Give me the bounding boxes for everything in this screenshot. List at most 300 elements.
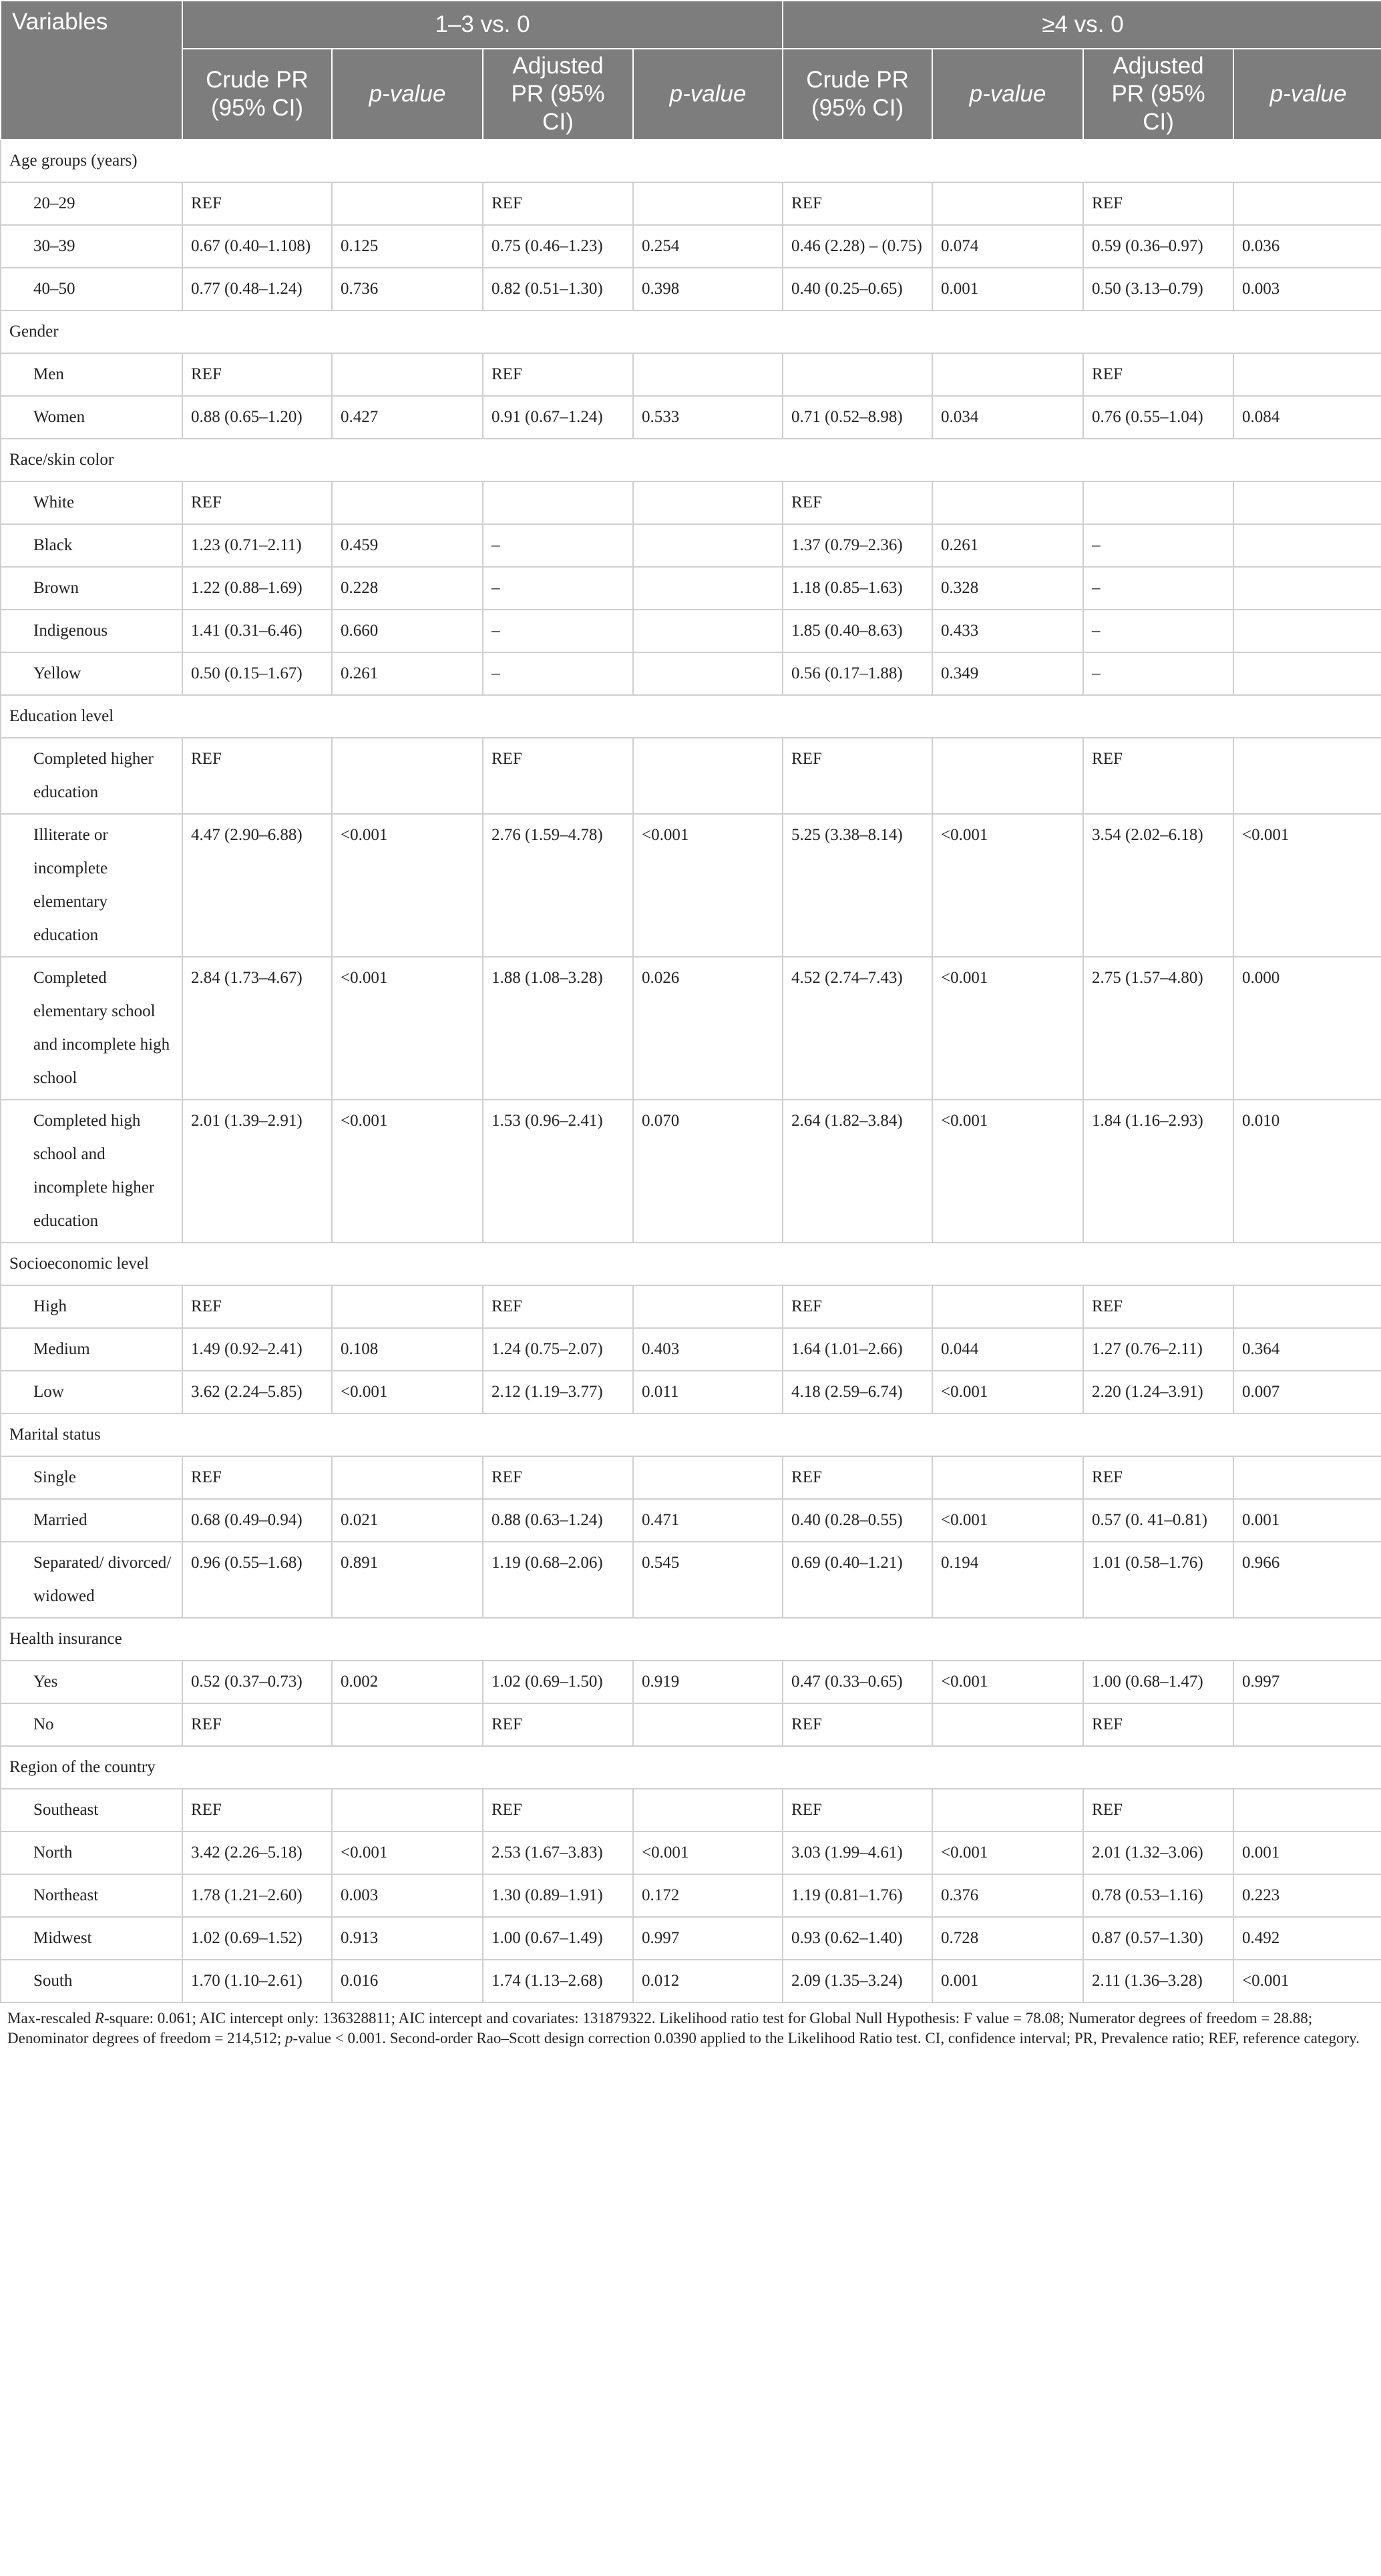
table-cell: 1.19 (0.68–2.06) [483, 1542, 633, 1618]
table-cell: 0.427 [332, 396, 483, 439]
row-label: Black [1, 524, 182, 567]
table-cell [332, 1285, 483, 1328]
table-cell [332, 738, 483, 814]
table-cell: 3.54 (2.02–6.18) [1083, 814, 1233, 957]
section-title: Gender [1, 310, 1381, 353]
table-cell: 0.000 [1233, 957, 1381, 1100]
row-label: 40–50 [1, 268, 182, 310]
table-cell: <0.001 [932, 1832, 1083, 1874]
table-cell [1233, 481, 1381, 524]
table-cell: 5.25 (3.38–8.14) [783, 814, 932, 957]
row-label: Southeast [1, 1789, 182, 1832]
table-row [1, 738, 1381, 814]
table-cell [932, 738, 1083, 814]
table-cell: 1.00 (0.68–1.47) [1083, 1661, 1233, 1703]
table-cell: 0.56 (0.17–1.88) [783, 652, 932, 695]
row-label: Separated/ divorced/ widowed [1, 1542, 182, 1618]
row-label: South [1, 1960, 182, 2002]
table-cell: 0.010 [1233, 1100, 1381, 1243]
section-header-row [1, 1618, 1381, 1661]
table-cell: 1.02 (0.69–1.52) [182, 1917, 332, 1960]
table-cell: – [483, 652, 633, 695]
row-label: Midwest [1, 1917, 182, 1960]
table-cell [932, 1456, 1083, 1499]
table-cell: 0.57 (0. 41–0.81) [1083, 1499, 1233, 1542]
section-title: Socioeconomic level [1, 1243, 1381, 1285]
table-cell: 0.40 (0.28–0.55) [783, 1499, 932, 1542]
table-cell: 0.002 [332, 1661, 483, 1703]
row-label: Men [1, 353, 182, 396]
table-cell: 0.46 (2.28) – (0.75) [783, 225, 932, 268]
table-cell: 0.108 [332, 1328, 483, 1371]
table-cell: 1.02 (0.69–1.50) [483, 1661, 633, 1703]
row-label: Completed high school and incomplete higher education [1, 1100, 182, 1243]
table-row [1, 610, 1381, 652]
table-cell: REF [483, 353, 633, 396]
table-cell: 1.85 (0.40–8.63) [783, 610, 932, 652]
table-cell: 2.01 (1.32–3.06) [1083, 1832, 1233, 1874]
table-cell: REF [783, 1456, 932, 1499]
table-cell: REF [483, 1703, 633, 1746]
row-label: Northeast [1, 1874, 182, 1917]
table-cell: – [483, 610, 633, 652]
table-cell [1233, 353, 1381, 396]
table-cell [1233, 738, 1381, 814]
table-cell: REF [783, 182, 932, 225]
table-cell: REF [182, 1285, 332, 1328]
table-cell: 0.997 [633, 1917, 783, 1960]
table-cell: 0.68 (0.49–0.94) [182, 1499, 332, 1542]
row-label: Completed higher education [1, 738, 182, 814]
table-cell: – [1083, 652, 1233, 695]
table-cell: 4.52 (2.74–7.43) [783, 957, 932, 1100]
table-row [1, 353, 1381, 396]
table-cell: 0.328 [932, 567, 1083, 610]
table-cell: 0.88 (0.65–1.20) [182, 396, 332, 439]
table-cell: 0.533 [633, 396, 783, 439]
table-cell [1233, 652, 1381, 695]
table-cell: <0.001 [932, 814, 1083, 957]
table-cell: 0.228 [332, 567, 483, 610]
header-group-4plus: ≥4 vs. 0 [783, 1, 1381, 49]
table-cell: 0.125 [332, 225, 483, 268]
table-cell: 1.01 (0.58–1.76) [1083, 1542, 1233, 1618]
table-cell: 0.016 [332, 1960, 483, 2002]
table-cell: 1.30 (0.89–1.91) [483, 1874, 633, 1917]
section-title: Region of the country [1, 1746, 1381, 1789]
table-cell: REF [783, 481, 932, 524]
table-cell [633, 738, 783, 814]
table-cell: 1.22 (0.88–1.69) [182, 567, 332, 610]
table-cell: REF [182, 1703, 332, 1746]
table-cell: 0.001 [1233, 1832, 1381, 1874]
table-cell: REF [483, 738, 633, 814]
table-cell: REF [483, 182, 633, 225]
row-label: North [1, 1832, 182, 1874]
table-cell: 0.93 (0.62–1.40) [783, 1917, 932, 1960]
section-title: Health insurance [1, 1618, 1381, 1661]
table-row [1, 1874, 1381, 1917]
table-cell: REF [1083, 738, 1233, 814]
table-cell [332, 353, 483, 396]
table-cell: 0.67 (0.40–1.108) [182, 225, 332, 268]
table-cell: 4.18 (2.59–6.74) [783, 1371, 932, 1414]
table-cell [332, 1456, 483, 1499]
table-cell: REF [182, 481, 332, 524]
table-cell [633, 567, 783, 610]
table-cell: 0.003 [1233, 268, 1381, 310]
table-cell: 1.37 (0.79–2.36) [783, 524, 932, 567]
table-cell [1233, 1456, 1381, 1499]
section-title: Education level [1, 695, 1381, 738]
table-cell: 0.96 (0.55–1.68) [182, 1542, 332, 1618]
table-cell [332, 1789, 483, 1832]
table-cell: REF [483, 1285, 633, 1328]
table-cell: 2.09 (1.35–3.24) [783, 1960, 932, 2002]
table-cell: 0.78 (0.53–1.16) [1083, 1874, 1233, 1917]
table-cell: 2.11 (1.36–3.28) [1083, 1960, 1233, 2002]
table-row [1, 182, 1381, 225]
table-cell: 1.78 (1.21–2.60) [182, 1874, 332, 1917]
table-cell: 0.471 [633, 1499, 783, 1542]
table-row [1, 1542, 1381, 1618]
table-cell: <0.001 [633, 1832, 783, 1874]
table-cell: 1.53 (0.96–2.41) [483, 1100, 633, 1243]
table-cell: 0.011 [633, 1371, 783, 1414]
table-cell: 2.75 (1.57–4.80) [1083, 957, 1233, 1100]
row-label: Illiterate or incomplete elementary education [1, 814, 182, 957]
table-cell: REF [182, 1789, 332, 1832]
table-cell: 0.919 [633, 1661, 783, 1703]
section-header-row [1, 310, 1381, 353]
table-cell: 0.398 [633, 268, 783, 310]
table-cell: 0.77 (0.48–1.24) [182, 268, 332, 310]
table-cell: 0.261 [332, 652, 483, 695]
table-cell: 0.75 (0.46–1.23) [483, 225, 633, 268]
row-label: Married [1, 1499, 182, 1542]
table-cell: 2.20 (1.24–3.91) [1083, 1371, 1233, 1414]
table-cell: REF [783, 1703, 932, 1746]
table-cell: 0.074 [932, 225, 1083, 268]
row-label: 30–39 [1, 225, 182, 268]
table-row [1, 567, 1381, 610]
table-footer [1, 2002, 1381, 2054]
table-cell: 0.001 [932, 268, 1083, 310]
table-cell: 0.728 [932, 1917, 1083, 1960]
table-cell [1233, 182, 1381, 225]
table-cell: 0.364 [1233, 1328, 1381, 1371]
table-row [1, 1960, 1381, 2002]
table-cell [932, 1703, 1083, 1746]
table-cell: REF [1083, 1456, 1233, 1499]
table-cell: 1.23 (0.71–2.11) [182, 524, 332, 567]
table-cell: 0.036 [1233, 225, 1381, 268]
table-cell [1233, 524, 1381, 567]
table-row [1, 1371, 1381, 1414]
table-cell: 4.47 (2.90–6.88) [182, 814, 332, 957]
table-cell: <0.001 [932, 957, 1083, 1100]
section-title: Age groups (years) [1, 140, 1381, 182]
table-header [1, 1, 1381, 140]
table-cell [332, 182, 483, 225]
table-cell [633, 182, 783, 225]
table-cell: 0.084 [1233, 396, 1381, 439]
table-cell [932, 481, 1083, 524]
table-cell: 0.59 (0.36–0.97) [1083, 225, 1233, 268]
table-cell: 2.64 (1.82–3.84) [783, 1100, 932, 1243]
table-row [1, 225, 1381, 268]
table-cell: REF [783, 1789, 932, 1832]
section-header-row [1, 439, 1381, 481]
table-cell: 0.254 [633, 225, 783, 268]
table-row [1, 1285, 1381, 1328]
table-cell: <0.001 [332, 1371, 483, 1414]
row-label: Completed elementary school and incomplete high school [1, 957, 182, 1100]
table-cell: 1.64 (1.01–2.66) [783, 1328, 932, 1371]
row-label: Women [1, 396, 182, 439]
table-cell: 2.12 (1.19–3.77) [483, 1371, 633, 1414]
table-cell: 0.459 [332, 524, 483, 567]
table-cell: 0.021 [332, 1499, 483, 1542]
header-p-value: p-value [332, 49, 483, 140]
table-cell: 0.007 [1233, 1371, 1381, 1414]
table-cell: 0.76 (0.55–1.04) [1083, 396, 1233, 439]
table-cell: REF [783, 1285, 932, 1328]
header-p-value: p-value [633, 49, 783, 140]
table-cell: REF [1083, 1703, 1233, 1746]
header-crude-pr: Crude PR (95% CI) [783, 49, 932, 140]
table-cell: 0.545 [633, 1542, 783, 1618]
table-cell: 0.376 [932, 1874, 1083, 1917]
table-row [1, 957, 1381, 1100]
table-cell: <0.001 [932, 1661, 1083, 1703]
table-cell [633, 610, 783, 652]
table-row [1, 1917, 1381, 1960]
table-cell: 0.52 (0.37–0.73) [182, 1661, 332, 1703]
table-cell [1233, 1703, 1381, 1746]
table-cell: REF [783, 738, 932, 814]
table-cell: 1.24 (0.75–2.07) [483, 1328, 633, 1371]
table-cell: REF [483, 1789, 633, 1832]
table-row [1, 814, 1381, 957]
table-cell: REF [1083, 182, 1233, 225]
row-label: Low [1, 1371, 182, 1414]
table-cell: <0.001 [332, 1832, 483, 1874]
table-cell: <0.001 [932, 1100, 1083, 1243]
table-cell [633, 1285, 783, 1328]
table-cell: <0.001 [932, 1371, 1083, 1414]
table-row [1, 1832, 1381, 1874]
table-cell [1233, 1285, 1381, 1328]
table-cell: 2.01 (1.39–2.91) [182, 1100, 332, 1243]
row-label: Yellow [1, 652, 182, 695]
table-cell: 0.88 (0.63–1.24) [483, 1499, 633, 1542]
table-cell: 0.026 [633, 957, 783, 1100]
table-cell: REF [1083, 353, 1233, 396]
table-cell: 0.433 [932, 610, 1083, 652]
table-cell: 1.41 (0.31–6.46) [182, 610, 332, 652]
table-cell [932, 1285, 1083, 1328]
table-cell: REF [182, 1456, 332, 1499]
row-label: High [1, 1285, 182, 1328]
table-row [1, 268, 1381, 310]
table-cell [932, 182, 1083, 225]
header-p-value: p-value [932, 49, 1083, 140]
section-header-row [1, 1243, 1381, 1285]
table-cell: – [483, 567, 633, 610]
row-label: No [1, 1703, 182, 1746]
table-cell: 3.03 (1.99–4.61) [783, 1832, 932, 1874]
table-cell: 0.194 [932, 1542, 1083, 1618]
table-row [1, 396, 1381, 439]
table-cell: 3.62 (2.24–5.85) [182, 1371, 332, 1414]
table-cell [932, 1789, 1083, 1832]
header-group-1-3: 1–3 vs. 0 [182, 1, 783, 49]
table-cell: 1.74 (1.13–2.68) [483, 1960, 633, 2002]
table-cell: <0.001 [332, 814, 483, 957]
table-cell [633, 481, 783, 524]
table-cell [633, 1789, 783, 1832]
table-cell [332, 481, 483, 524]
header-adjusted-pr: Adjusted PR (95% CI) [1083, 49, 1233, 140]
section-title: Marital status [1, 1414, 1381, 1456]
table-cell: <0.001 [633, 814, 783, 957]
table-cell: 0.997 [1233, 1661, 1381, 1703]
table-row [1, 481, 1381, 524]
table-cell: REF [1083, 1789, 1233, 1832]
table-cell: REF [182, 353, 332, 396]
table-cell [633, 524, 783, 567]
table-cell: – [1083, 524, 1233, 567]
table-cell: 3.42 (2.26–5.18) [182, 1832, 332, 1874]
table-cell: 0.736 [332, 268, 483, 310]
header-variables: Variables [1, 1, 182, 140]
section-header-row [1, 1746, 1381, 1789]
table-cell: REF [182, 182, 332, 225]
table-cell: 0.012 [633, 1960, 783, 2002]
table-cell: 0.044 [932, 1328, 1083, 1371]
table-cell [633, 652, 783, 695]
table-cell: <0.001 [932, 1499, 1083, 1542]
table-cell [633, 353, 783, 396]
table-cell: 0.660 [332, 610, 483, 652]
table-footnote: Max-rescaled R-square: 0.061; AIC intercept only: 136328811; AIC intercept and covariates: 131879322. Likelihood ratio test for Global Null Hypothesis: F value = 78.08; Numerator degrees of freedom = 28.88; Denominator degrees of freedom = 214,512; p-value < 0.001. Second-order Rao–Scott design correction 0.0390 applied to the Likelihood Ratio test. CI, confidence interval; PR, Prevalence ratio; REF, reference category. [7, 2010, 1360, 2047]
table-cell: <0.001 [332, 1100, 483, 1243]
table-cell: REF [182, 738, 332, 814]
table-row [1, 652, 1381, 695]
table-row [1, 1499, 1381, 1542]
row-label: Medium [1, 1328, 182, 1371]
table-cell: REF [1083, 1285, 1233, 1328]
table-cell: <0.001 [332, 957, 483, 1100]
table-cell [483, 481, 633, 524]
table-cell [1233, 1789, 1381, 1832]
table-cell: 1.19 (0.81–1.76) [783, 1874, 932, 1917]
table-cell: 1.70 (1.10–2.61) [182, 1960, 332, 2002]
table-cell: 0.71 (0.52–8.98) [783, 396, 932, 439]
table-cell: 2.84 (1.73–4.67) [182, 957, 332, 1100]
table-cell: 0.492 [1233, 1917, 1381, 1960]
table-cell: 0.891 [332, 1542, 483, 1618]
table-cell: 0.966 [1233, 1542, 1381, 1618]
table-row [1, 1100, 1381, 1243]
row-label: Single [1, 1456, 182, 1499]
table-cell [932, 353, 1083, 396]
table-cell [633, 1703, 783, 1746]
table-cell: 1.18 (0.85–1.63) [783, 567, 932, 610]
row-label: Yes [1, 1661, 182, 1703]
section-header-row [1, 140, 1381, 182]
table-cell: <0.001 [1233, 814, 1381, 957]
table-cell: 0.403 [633, 1328, 783, 1371]
row-label: Indigenous [1, 610, 182, 652]
table-cell: 2.53 (1.67–3.83) [483, 1832, 633, 1874]
table-cell: 0.913 [332, 1917, 483, 1960]
table-cell: <0.001 [1233, 1960, 1381, 2002]
table-row [1, 1456, 1381, 1499]
table-cell [1233, 610, 1381, 652]
table-cell: 0.003 [332, 1874, 483, 1917]
table-row [1, 1703, 1381, 1746]
table-cell: 0.47 (0.33–0.65) [783, 1661, 932, 1703]
table-cell: – [483, 524, 633, 567]
table-cell: 2.76 (1.59–4.78) [483, 814, 633, 957]
table-cell: REF [483, 1456, 633, 1499]
table-cell: 1.49 (0.92–2.41) [182, 1328, 332, 1371]
table-cell: 0.82 (0.51–1.30) [483, 268, 633, 310]
table-body [1, 140, 1381, 2002]
table-cell: – [1083, 610, 1233, 652]
table-row [1, 1328, 1381, 1371]
table-cell: 1.84 (1.16–2.93) [1083, 1100, 1233, 1243]
table-cell: 0.87 (0.57–1.30) [1083, 1917, 1233, 1960]
table-cell: 1.00 (0.67–1.49) [483, 1917, 633, 1960]
table-cell: 0.261 [932, 524, 1083, 567]
row-label: 20–29 [1, 182, 182, 225]
section-title: Race/skin color [1, 439, 1381, 481]
table-cell: 0.223 [1233, 1874, 1381, 1917]
section-header-row [1, 695, 1381, 738]
table-cell: 1.88 (1.08–3.28) [483, 957, 633, 1100]
table-cell: 0.001 [1233, 1499, 1381, 1542]
table-cell: 0.034 [932, 396, 1083, 439]
table-cell: 0.349 [932, 652, 1083, 695]
header-crude-pr: Crude PR (95% CI) [182, 49, 332, 140]
table-cell: 0.69 (0.40–1.21) [783, 1542, 932, 1618]
table-cell: 0.50 (0.15–1.67) [182, 652, 332, 695]
table-cell: 0.001 [932, 1960, 1083, 2002]
table-cell: 1.27 (0.76–2.11) [1083, 1328, 1233, 1371]
row-label: Brown [1, 567, 182, 610]
table-cell: 0.50 (3.13–0.79) [1083, 268, 1233, 310]
header-adjusted-pr: Adjusted PR (95% CI) [483, 49, 633, 140]
section-header-row [1, 1414, 1381, 1456]
table-cell [1083, 481, 1233, 524]
header-p-value: p-value [1233, 49, 1381, 140]
table-cell: – [1083, 567, 1233, 610]
table-cell [633, 1456, 783, 1499]
row-label: White [1, 481, 182, 524]
table-cell: 0.40 (0.25–0.65) [783, 268, 932, 310]
table-cell [1233, 567, 1381, 610]
table-cell [332, 1703, 483, 1746]
table-cell: 0.91 (0.67–1.24) [483, 396, 633, 439]
table-cell: 0.172 [633, 1874, 783, 1917]
table-cell: 0.070 [633, 1100, 783, 1243]
table-cell [783, 353, 932, 396]
table-row [1, 1661, 1381, 1703]
table-row [1, 524, 1381, 567]
